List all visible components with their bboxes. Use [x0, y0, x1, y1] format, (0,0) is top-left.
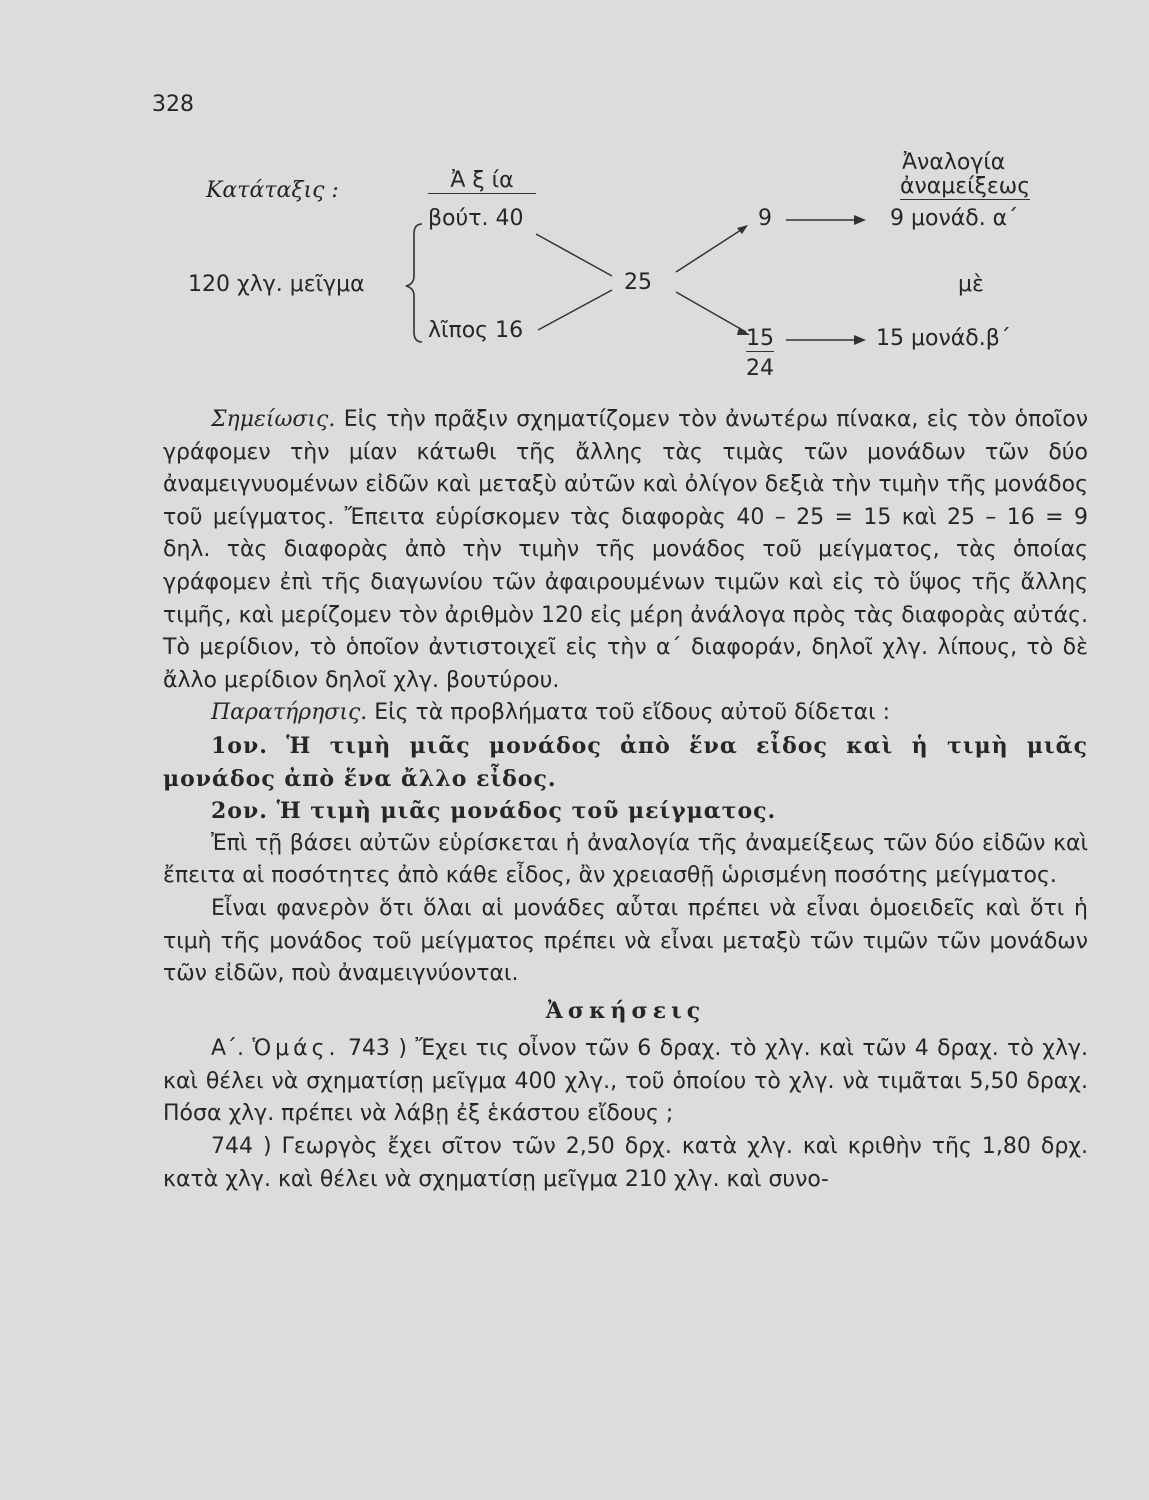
- note-paragraph: [163, 404, 1088, 697]
- exercise-group-label: Ὁμάς.: [252, 1036, 340, 1062]
- result-a: 9 μονάδ. α΄: [890, 206, 1019, 231]
- note-heading: Σημείωσις.: [211, 407, 336, 432]
- page-number: 328: [152, 92, 194, 117]
- connector-me: μὲ: [958, 272, 984, 297]
- diff-sum: 24: [746, 356, 774, 381]
- note-text: Εἰς τὴν πρᾶξιν σχηματίζομεν τὸν ἀνωτέρω πίνακα, εἰς τὸν ὁποῖον γράφομεν τὴν μίαν κάτωθι τῆς ἄλλης τὰς τιμὰς τῶν μονάδων τῶν δύο ἀναμειγνυομένων εἰδῶν καὶ μεταξὺ αὐτῶν καὶ ὀλίγον δεξιὰ τὴν τιμὴν τῆς μονάδος τοῦ μείγματος. Ἔπειτα εὑρίσκομεν τὰς διαφορὰς 40 – 25 = 15 καὶ 25 – 16 = 9 δηλ. τὰς διαφορὰς ἀπὸ τὴν τιμὴν τῆς μονάδος τοῦ μείγματος, τὰς ὁποίας γράφομεν ἐπὶ τῆς διαγωνίου τῶν ἀφαιρουμένων τιμῶν καὶ εἰς τὸ ὕψος τῆς ἄλλης τιμῆς, καὶ μερίζομεν τὸν ἀριθμὸν 120 εἰς μέρη ἀνάλογα πρὸς τὰς διαφορὰς αὐτάς. Τὸ μερίδιον, τὸ ὁποῖον ἀντιστοιχεῖ εἰς τὴν α΄ διαφοράν, δηλοῖ χλγ. λίπους, τὸ δὲ ἄλλο μερίδιον δηλοῖ χλγ. βουτύρου.: [163, 407, 1088, 693]
- analogy-header-sub: ἀναμείξεως: [900, 174, 1031, 199]
- item-butter: βούτ. 40: [428, 206, 524, 231]
- value-header: Ἀ ξ ία: [428, 168, 536, 194]
- exercise-group-prefix: Α΄.: [211, 1036, 245, 1062]
- item-fat: λῖπος 16: [428, 318, 524, 343]
- exercise-743: [163, 1033, 1088, 1131]
- diff-15: 15: [746, 326, 774, 351]
- exercise-743-text: 743 ) Ἔχει τις οἶνον τῶν 6 δραχ. τὸ χλγ. καὶ τῶν 4 δραχ. τὸ χλγ. καὶ θέλει νὰ σχηματίσῃ μεῖγμα 400 χλγ., τοῦ ὁποίου τὸ χλγ. νὰ τιμᾶται 5,50 δραχ. Πόσα χλγ. πρέπει νὰ λάβῃ ἐξ ἑκάστου εἴδους ;: [163, 1036, 1088, 1127]
- given-1: 1ον. Ἡ τιμὴ μιᾶς μονάδος ἀπὸ ἕνα εἶδος καὶ ἡ τιμὴ μιᾶς μονάδος ἀπὸ ἕνα ἄλλο εἶδος.: [163, 732, 1088, 792]
- remark-heading: Παρατήρησις.: [211, 700, 368, 726]
- given-2: 2ον. Ἡ τιμὴ μιᾶς μονάδος τοῦ μείγματος.: [211, 798, 777, 825]
- diagram-label: Κατάταξις :: [206, 178, 339, 203]
- analogy-header: Ἀναλογία: [902, 150, 1006, 175]
- remark-paragraph: [163, 697, 1088, 730]
- mixture-value: 25: [624, 270, 652, 295]
- paragraph-2: Εἶναι φανερὸν ὅτι ὅλαι αἱ μονάδες αὗται πρέπει νὰ εἶναι ὁμοειδεῖς καὶ ὅτι ἡ τιμὴ τῆς μονάδος τοῦ μείγματος πρέπει νὰ εἶναι μεταξὺ τῶν τιμῶν τῶν μονάδων τῶν εἰδῶν, ποὺ ἀναμειγνύονται.: [163, 895, 1088, 987]
- result-b: 15 μονάδ.β΄: [876, 326, 1011, 351]
- cross-diagram: [0, 0, 1149, 400]
- exercises-heading: Ἀσκήσεις: [545, 997, 706, 1024]
- paragraph-1: Ἐπὶ τῇ βάσει αὐτῶν εὑρίσκεται ἡ ἀναλογία τῆς ἀναμείξεως τῶν δύο εἰδῶν καὶ ἔπειτα αἱ ποσότητες ἀπὸ κάθε εἶδος, ἂν χρειασθῇ ὡρισμένη ποσότης μείγματος.: [163, 830, 1088, 889]
- remark-text: Εἰς τὰ προβλήματα τοῦ εἴδους αὐτοῦ δίδεται :: [367, 700, 890, 726]
- body-text: [163, 404, 1088, 1196]
- mixture-label: 120 χλγ. μεῖγμα: [188, 272, 365, 297]
- exercise-744: 744 ) Γεωργὸς ἔχει σῖτον τῶν 2,50 δρχ. κατὰ χλγ. καὶ κριθὴν τῆς 1,80 δρχ. κατὰ χλγ. καὶ θέλει νὰ σχηματίσῃ μεῖγμα 210 χλγ. καὶ συνο-: [163, 1134, 1088, 1192]
- diff-9: 9: [758, 206, 772, 231]
